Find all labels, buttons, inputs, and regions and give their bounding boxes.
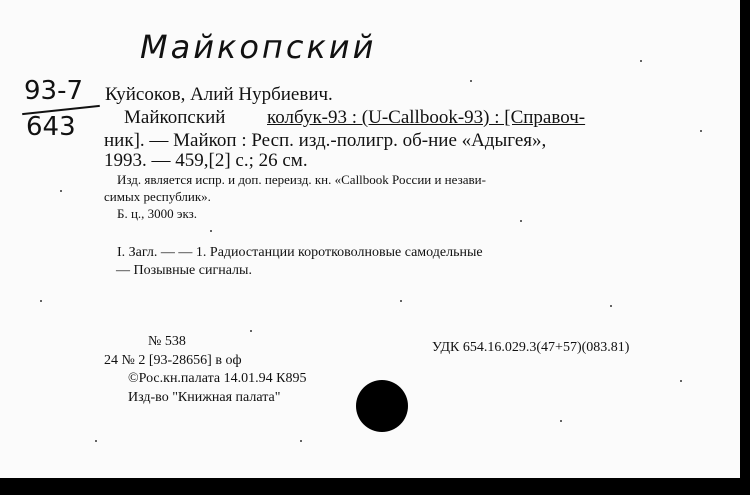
scan-speck [95,440,97,442]
scan-speck [560,420,562,422]
title-line-3: 1993. — 459,[2] с.; 26 см. [104,150,308,171]
note-line-2: симых республик». [104,189,211,204]
scan-speck [300,440,302,442]
subject-line-1: I. Загл. — — 1. Радиостанции коротковолновые самодельные [117,245,483,260]
scan-speck [60,190,62,192]
scan-speck [210,230,212,232]
author-heading: Куйсоков, Алий Нурбиевич. [105,84,333,105]
scan-speck [250,330,252,332]
ink-blot [356,380,408,432]
scan-speck [640,60,642,62]
publisher-line: Изд-во "Книжная палата" [128,390,281,405]
scan-speck [610,305,612,307]
scan-speck [470,80,472,82]
scan-speck [700,130,702,132]
scan-speck [40,300,42,302]
record-line-2: 24 № 2 [93-28656] в оф [104,353,242,368]
scan-speck [680,380,682,382]
title-line-1b: колбук-93 : (U-Callbook-93) : [Справоч- [267,107,586,128]
scan-speck [400,300,402,302]
scan-speck [520,220,522,222]
price-circulation: Б. ц., 3000 экз. [117,206,198,221]
note-line-1: Изд. является испр. и доп. переизд. кн. «Callbook России и незави- [117,172,486,187]
subject-line-2: — Позывные сигналы. [116,263,252,278]
book-chamber-stamp: ©Рос.кн.палата 14.01.94 К895 [128,371,307,386]
shelf-mark-top: 93-7 [24,76,84,106]
udk-code: УДК 654.16.029.3(47+57)(083.81) [432,340,630,355]
title-line-1a: Майкопский [124,107,226,128]
shelf-mark-bottom: 643 [26,112,76,142]
title-line-2: ник]. — Майкоп : Респ. изд.-полигр. об-ние «Адыгея», [104,130,547,151]
handwritten-title: Майкопский [140,28,377,66]
record-number: № 538 [148,334,186,349]
